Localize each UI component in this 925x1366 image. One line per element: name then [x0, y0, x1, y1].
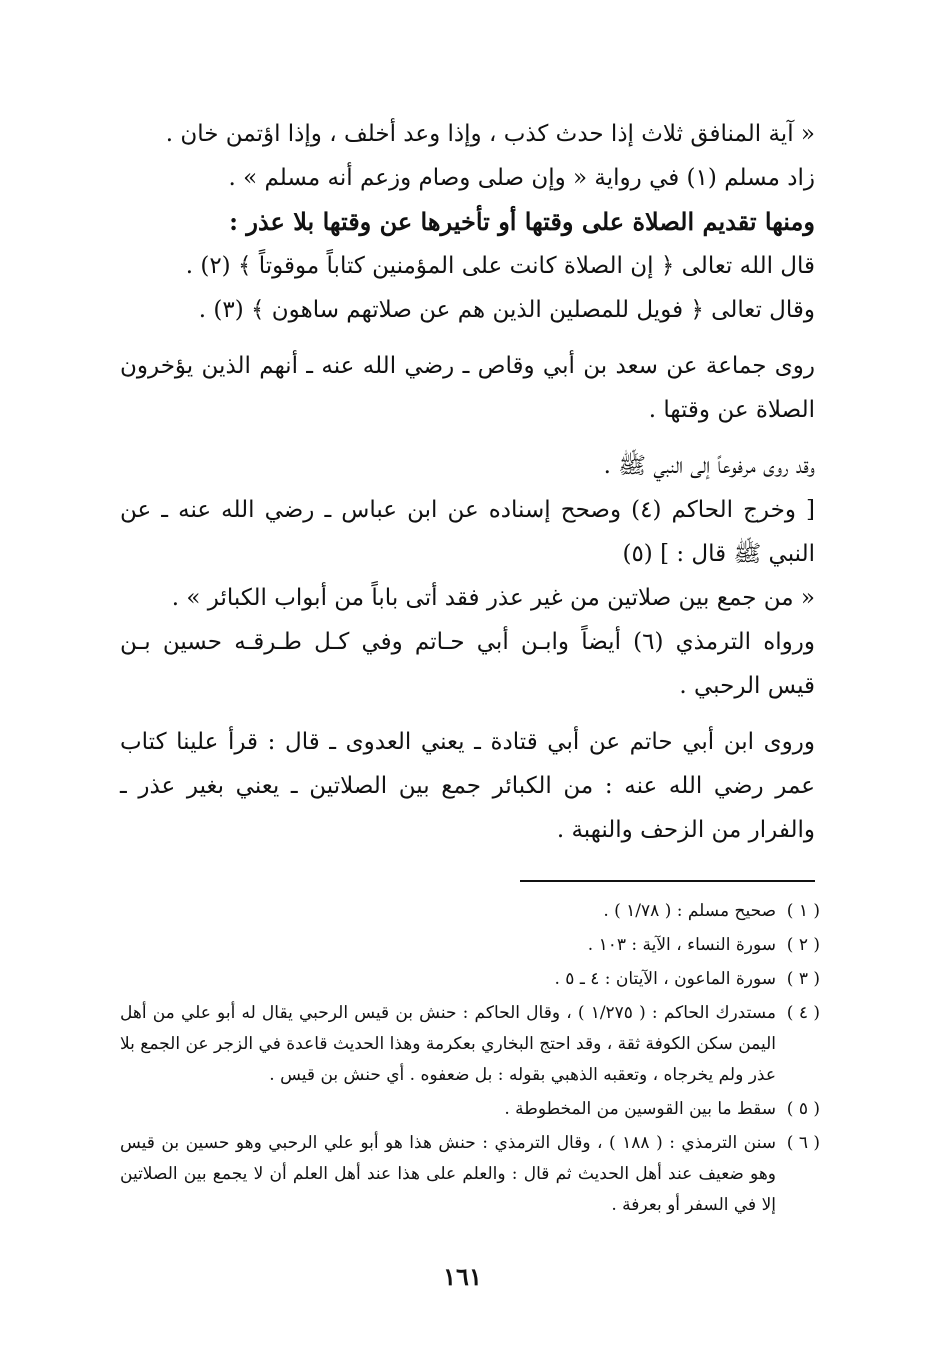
footnote-text: صحيح مسلم : ( ١/٧٨ ) .: [603, 901, 776, 921]
footnote-divider: [520, 880, 815, 882]
quran-verse-line-1: قال الله تعالى ﴿ إن الصلاة كانت على المؤمنين كتاباً موقوتاً ﴾ (٢) .: [185, 253, 815, 279]
hadith-line: « آية المنافق ثلاث إذا حدث كذب ، وإذا وعد أخلف ، وإذا اؤتمن خان .: [165, 121, 815, 147]
footnote-number: ( ٣ ): [786, 969, 820, 989]
footnote-item: [120, 896, 820, 927]
footnote-text: سقط ما بين القوسين من المخطوطة .: [504, 1099, 776, 1119]
marfu-line: وقد روى مرفوعاً إلى النبي ﷺ .: [603, 453, 815, 479]
hadith-kabair-line: « من جمع بين صلاتين من غير عذر فقد أتى باباً من أبواب الكبائر » .: [171, 585, 815, 611]
footnote-text: سورة النساء ، الآية : ١٠٣ .: [587, 935, 776, 955]
paragraph-tirmidhi: ورواه الترمذي (٦) أيضاً وابـن أبي حـاتم وفي كـل طـرقـه حسين بـن قيس الرحبي .: [120, 629, 816, 699]
footnote-number: ( ١ ): [786, 901, 820, 921]
footnote-item: [120, 930, 820, 961]
muslim-addition-line: زاد مسلم (١) في رواية « وإن صلى وصام وزعم أنه مسلم » .: [228, 165, 815, 191]
footnote-text: مستدرك الحاكم : ( ١/٢٧٥ ) ، وقال الحاكم : حنش بن قيس الرحبي يقال له أبو علي من أهل اليمن سكن الكوفة ثقة ، وقد احتج البخاري بعكرمة وهذا الحديث قاعدة في الزجر عن الجمع بلا عذر ولم يخرجاه ، وتعقبه الذهبي بقوله : بل ضعفوه . أي حنش بن قيس .: [120, 1003, 777, 1085]
paragraph-saad: روى جماعة عن سعد بن أبي وقاص ـ رضي الله عنه ـ أنهم الذين يؤخرون الصلاة عن وقتها .: [120, 353, 815, 423]
paragraph-abu-qatada: وروى ابن أبي حاتم عن أبي قتادة ـ يعني العدوى ـ قال : قرأ علينا كتاب عمر رضي الله عنه : من الكبائر جمع بين الصلاتين ـ يعني بغير عذر ـ والفرار من الزحف والنهبة .: [120, 729, 815, 843]
footnote-item: [120, 998, 820, 1091]
footnote-number: ( ٤ ): [786, 1003, 820, 1023]
page-number: ١٦١: [443, 1262, 482, 1291]
footnote-number: ( ٦ ): [786, 1133, 820, 1153]
footnote-item: [120, 1094, 820, 1125]
footnote-number: ( ٥ ): [786, 1099, 820, 1119]
footnote-number: ( ٢ ): [786, 935, 820, 955]
quran-verse-line-2: وقال تعالى ﴿ فويل للمصلين الذين هم عن صلاتهم ساهون ﴾ (٣) .: [198, 297, 815, 323]
footnotes: [120, 896, 820, 1224]
footnote-item: [120, 1128, 820, 1221]
footnote-item: [120, 964, 820, 995]
footnote-text: سنن الترمذي : ( ١٨٨ ) ، وقال الترمذي : حنش هذا هو أبو علي الرحبي وهو حسين بن قيس وهو ضعيف عند أهل الحديث ثم قال : والعلم على هذا عند أهل العلم أن لا يجمع بين الصلاتين إلا في السفر أو بعرفة .: [120, 1133, 776, 1215]
footnote-text: سورة الماعون ، الآيتان : ٤ ـ ٥ .: [554, 969, 776, 989]
section-heading: ومنها تقديم الصلاة على وقتها أو تأخيرها عن وقتها بلا عذر :: [229, 207, 815, 236]
main-text: [120, 112, 815, 852]
paragraph-hakim: [ وخرج الحاكم (٤) وصحح إسناده عن ابن عباس ـ رضي الله عنه ـ عن النبي ﷺ قال : ] (٥): [120, 497, 815, 567]
